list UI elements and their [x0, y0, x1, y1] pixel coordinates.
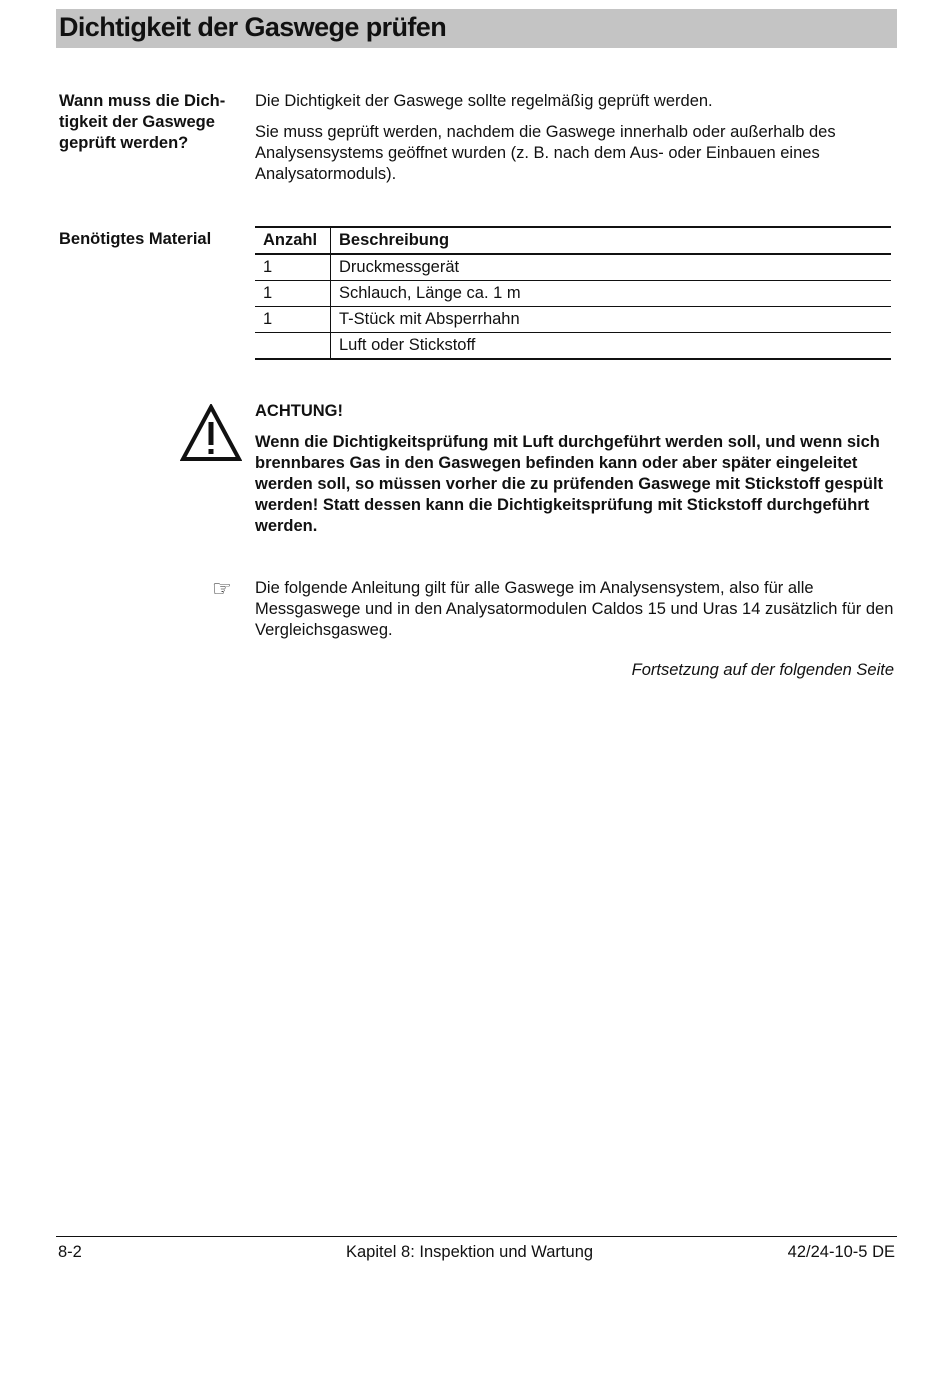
cell-quantity	[255, 333, 331, 360]
section-heading-line: geprüft werden?	[59, 134, 189, 152]
warning-text: Wenn die Dichtigkeitsprüfung mit Luft durchgeführt werden soll, und wenn sich brennbares Gas in den Gaswegen befinden kann oder aber später eingeleitet werden soll, so müssen vorher die zu prüfenden Gaswege mit Stickstoff gespült werden! Statt dessen kann die Dichtigkeitsprüfung mit Stickstoff durchgeführt werden.	[255, 433, 884, 535]
column-header-beschreibung: Beschreibung	[339, 231, 450, 249]
table-row	[255, 333, 891, 360]
material-table-wrap	[255, 226, 895, 360]
warning-block	[255, 401, 895, 537]
cell-description: T-Stück mit Absperrhahn	[339, 310, 520, 328]
cell-description: Druckmessgerät	[339, 258, 460, 276]
cell-quantity: 1	[255, 254, 331, 281]
table-header-row	[255, 227, 891, 254]
warning-triangle-icon	[180, 404, 242, 462]
column-header-anzahl: Anzahl	[255, 227, 331, 254]
cell-quantity: 1	[255, 281, 331, 307]
section-heading-line: Wann muss die Dich-	[59, 92, 226, 110]
footer-page-number: 8-2	[58, 1243, 82, 1261]
intro-text	[255, 91, 895, 185]
paragraph: Die Dichtigkeit der Gaswege sollte regelmäßig geprüft werden.	[255, 92, 713, 110]
section-heading-when	[59, 91, 244, 154]
paragraph: Sie muss geprüft werden, nachdem die Gaswege innerhalb oder außerhalb des Analysensystems geöffnet wurden (z. B. nach dem Aus- oder Einbauen eines Analysatormoduls).	[255, 123, 836, 183]
cell-quantity: 1	[255, 307, 331, 333]
note-block	[255, 578, 895, 641]
section-heading-line: tigkeit der Gaswege	[59, 113, 215, 131]
warning-title: ACHTUNG!	[255, 402, 343, 420]
footer-doc-id: 42/24-10-5 DE	[787, 1243, 895, 1261]
material-table	[255, 226, 891, 360]
footer-chapter: Kapitel 8: Inspektion und Wartung	[346, 1243, 594, 1261]
table-row	[255, 254, 891, 281]
continuation-note: Fortsetzung auf der folgenden Seite	[631, 661, 894, 679]
cell-description: Luft oder Stickstoff	[339, 336, 476, 354]
cell-description: Schlauch, Länge ca. 1 m	[339, 284, 521, 302]
note-text: Die folgende Anleitung gilt für alle Gaswege im Analysensystem, also für alle Messgaswege und in den Analysatormodulen Caldos 15 und Uras 14 zusätzlich für den Vergleichsgasweg.	[255, 579, 894, 639]
table-row	[255, 281, 891, 307]
pointing-hand-icon: ☞	[212, 576, 232, 601]
title-bar	[56, 9, 897, 48]
page-title: Dichtigkeit der Gaswege prüfen	[59, 12, 447, 42]
section-heading-material: Benötigtes Material	[59, 230, 212, 248]
table-row	[255, 307, 891, 333]
footer-divider	[56, 1236, 897, 1237]
